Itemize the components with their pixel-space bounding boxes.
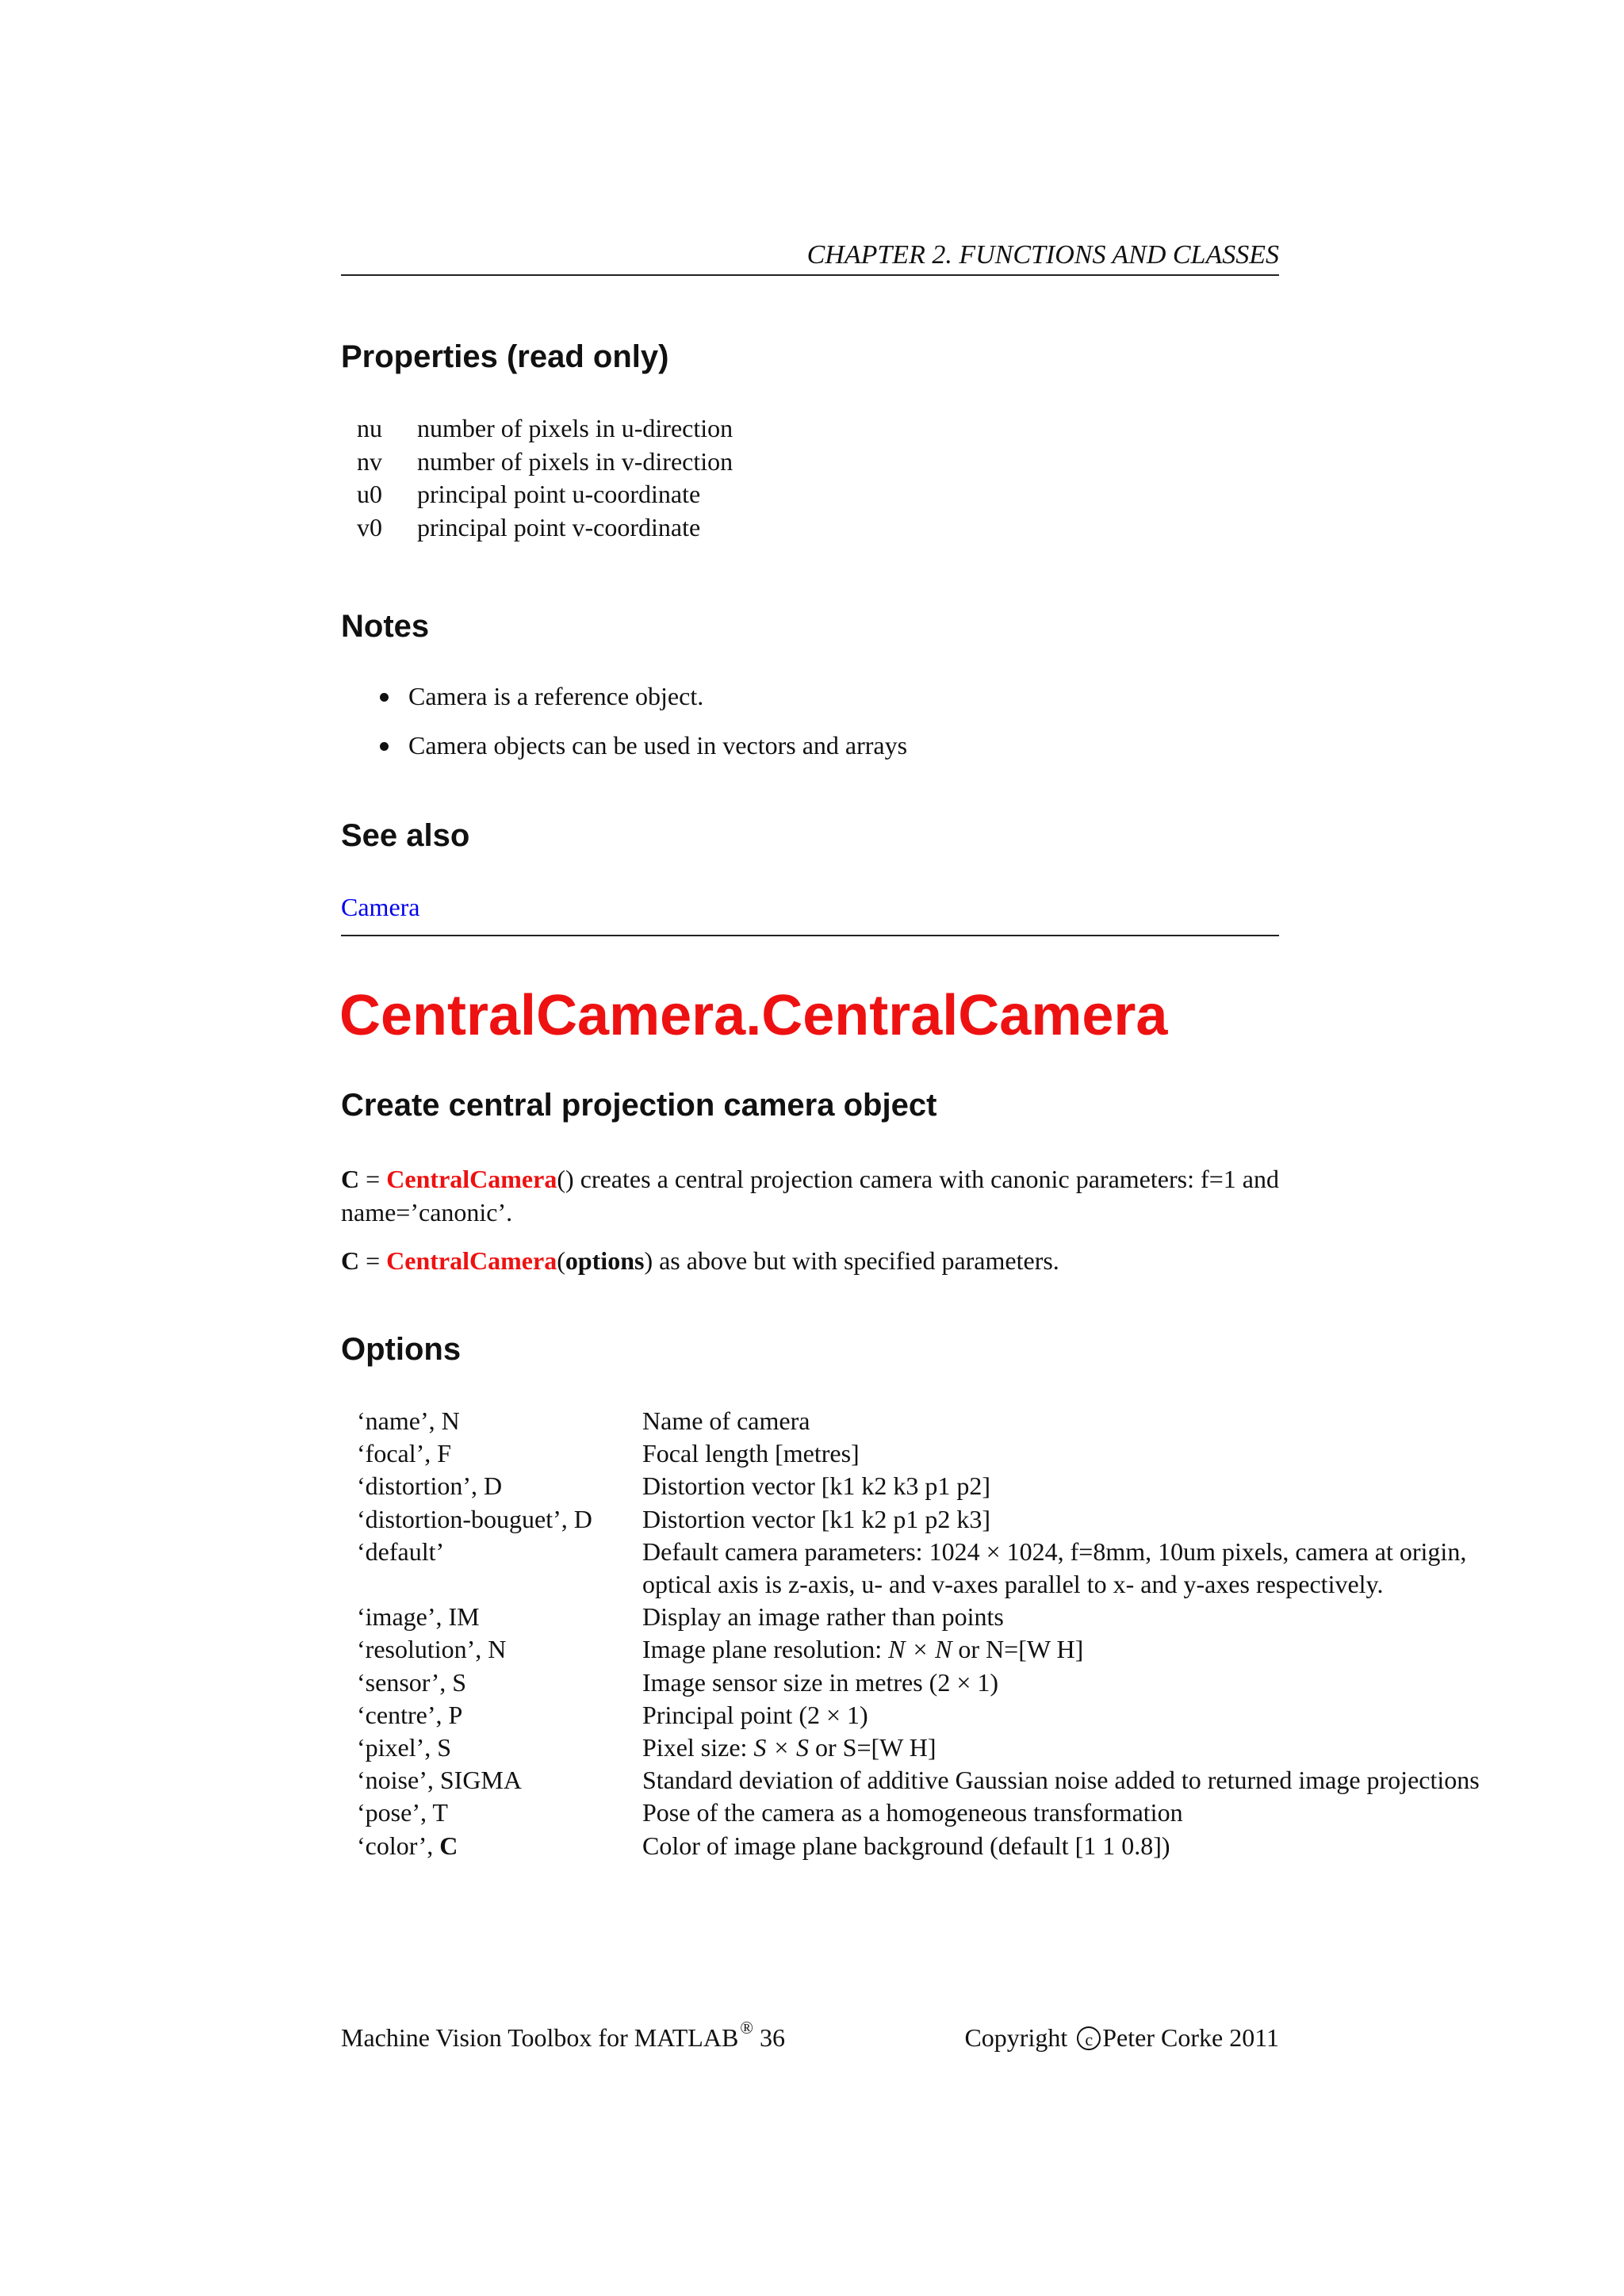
option-description: Standard deviation of additive Gaussian noise added to returned image projections [642,1766,1480,1795]
function-subtitle: Create central projection camera object [341,1088,937,1123]
option-key: ‘name’, N [357,1406,460,1435]
options-heading: Options [341,1332,462,1367]
option-description: Pose of the camera as a homogeneous transformation [642,1798,1183,1827]
running-head: CHAPTER 2. FUNCTIONS AND CLASSES [806,240,1279,270]
footer-book-title: Machine Vision Toolbox for MATLAB [341,2023,739,2052]
see-also-link-camera[interactable]: Camera [341,893,420,921]
option-key: ‘focal’, F [357,1439,452,1468]
option-description-text: Pixel size: [642,1733,754,1762]
option-row [357,1830,1480,1862]
options-argument: options [565,1246,645,1275]
properties-table [357,412,733,544]
math-expression: S × S [753,1733,810,1762]
return-variable: C [341,1165,360,1193]
note-text: Camera is a reference object. [408,682,704,710]
option-key-text: ‘color’, [357,1831,440,1860]
option-row [357,1797,1480,1829]
properties-heading: Properties (read only) [341,339,669,374]
property-key: v0 [357,512,382,541]
return-variable: C [341,1246,360,1275]
option-row [357,1732,1480,1764]
usage-paragraph-2 [341,1244,1059,1277]
option-key: ‘resolution’, N [357,1635,507,1664]
property-description: principal point v-coordinate [417,512,701,541]
option-key: ‘pose’, T [357,1798,448,1827]
note-text: Camera objects can be used in vectors and arrays [408,731,908,760]
property-row [357,478,733,511]
option-key: ‘image’, IM [357,1602,480,1632]
option-row [357,1503,1480,1536]
option-description: Display an image rather than points [642,1602,1004,1632]
options-table [357,1405,1480,1862]
option-key: ‘distortion’, D [357,1471,503,1501]
usage-paragraph-1 [341,1162,1279,1229]
property-description: number of pixels in v-direction [417,446,733,476]
option-row [357,1699,1480,1732]
option-description: Distortion vector [k1 k2 p1 p2 k3] [642,1504,991,1533]
option-row [357,1601,1480,1633]
bullet-icon [380,693,389,702]
option-key: ‘distortion-bouguet’, D [357,1504,592,1533]
footer-left [341,2018,786,2053]
option-row [357,1437,1480,1470]
function-args: () [557,1165,574,1193]
copyright-holder: Peter Corke 2011 [1102,2023,1279,2052]
option-description: Color of image plane background (default [1 1 0.8]) [642,1831,1170,1860]
open-paren: ( [557,1246,565,1275]
option-description [642,1633,1083,1666]
function-name: CentralCamera [386,1165,557,1193]
property-key: nv [357,446,382,476]
see-also-heading: See also [341,818,470,853]
option-row [357,1667,1480,1699]
option-key: ‘noise’, SIGMA [357,1766,522,1795]
close-paren: ) [644,1246,653,1275]
page-number: 36 [760,2023,786,2052]
option-key: ‘pixel’, S [357,1733,452,1762]
option-description [642,1536,1466,1601]
option-key-bold: C [439,1831,458,1860]
function-name: CentralCamera [386,1246,557,1275]
option-description: Focal length [metres] [642,1439,860,1468]
option-key [357,1830,642,1862]
option-row [357,1764,1480,1797]
option-description [642,1732,936,1764]
option-description-text: or S=[W H] [809,1733,936,1762]
usage-description: as above but with specified parameters. [653,1246,1059,1275]
option-description-line-1: Default camera parameters: 1024 × 1024, f=8mm, 10um pixels, camera at origin, [642,1536,1467,1566]
footer-copyright [964,2023,1279,2053]
usage-description: creates a central projection camera with canonic parameters: f=1 and name=’canonic’. [341,1165,1280,1226]
property-description: number of pixels in u-direction [417,414,733,442]
option-description-text: or N=[W H] [952,1635,1084,1664]
option-description: Image sensor size in metres (2 × 1) [642,1667,999,1697]
function-title: CentralCamera.CentralCamera [339,984,1168,1047]
option-row [357,1470,1480,1502]
equals-sign: = [359,1165,387,1193]
option-description: Name of camera [642,1406,810,1435]
math-expression: N × N [888,1635,952,1664]
option-description-text: Image plane resolution: [642,1635,889,1664]
option-description: Distortion vector [k1 k2 k3 p1 p2] [642,1471,991,1501]
option-description: Principal point (2 × 1) [642,1700,868,1729]
header-rule [341,274,1279,276]
notes-heading: Notes [341,609,430,644]
copyright-icon: c [1077,2026,1101,2050]
option-key: ‘sensor’, S [357,1667,467,1697]
option-row [357,1633,1480,1666]
property-description: principal point u-coordinate [417,480,701,508]
option-row [357,1536,1480,1601]
registered-mark: ® [740,2018,754,2038]
option-row [357,1405,1480,1437]
property-key: nu [357,414,382,442]
property-row [357,446,733,479]
bullet-icon [380,742,389,751]
option-key: ‘centre’, P [357,1700,463,1729]
property-key: u0 [357,480,382,508]
equals-sign: = [359,1246,387,1275]
option-key: ‘default’ [357,1536,445,1566]
property-row [357,511,733,545]
property-row [357,412,733,446]
option-description-line-2: optical axis is z-axis, u- and v-axes parallel to x- and y-axes respectively. [642,1570,1384,1599]
section-divider [341,935,1279,936]
copyright-label: Copyright [964,2023,1074,2052]
